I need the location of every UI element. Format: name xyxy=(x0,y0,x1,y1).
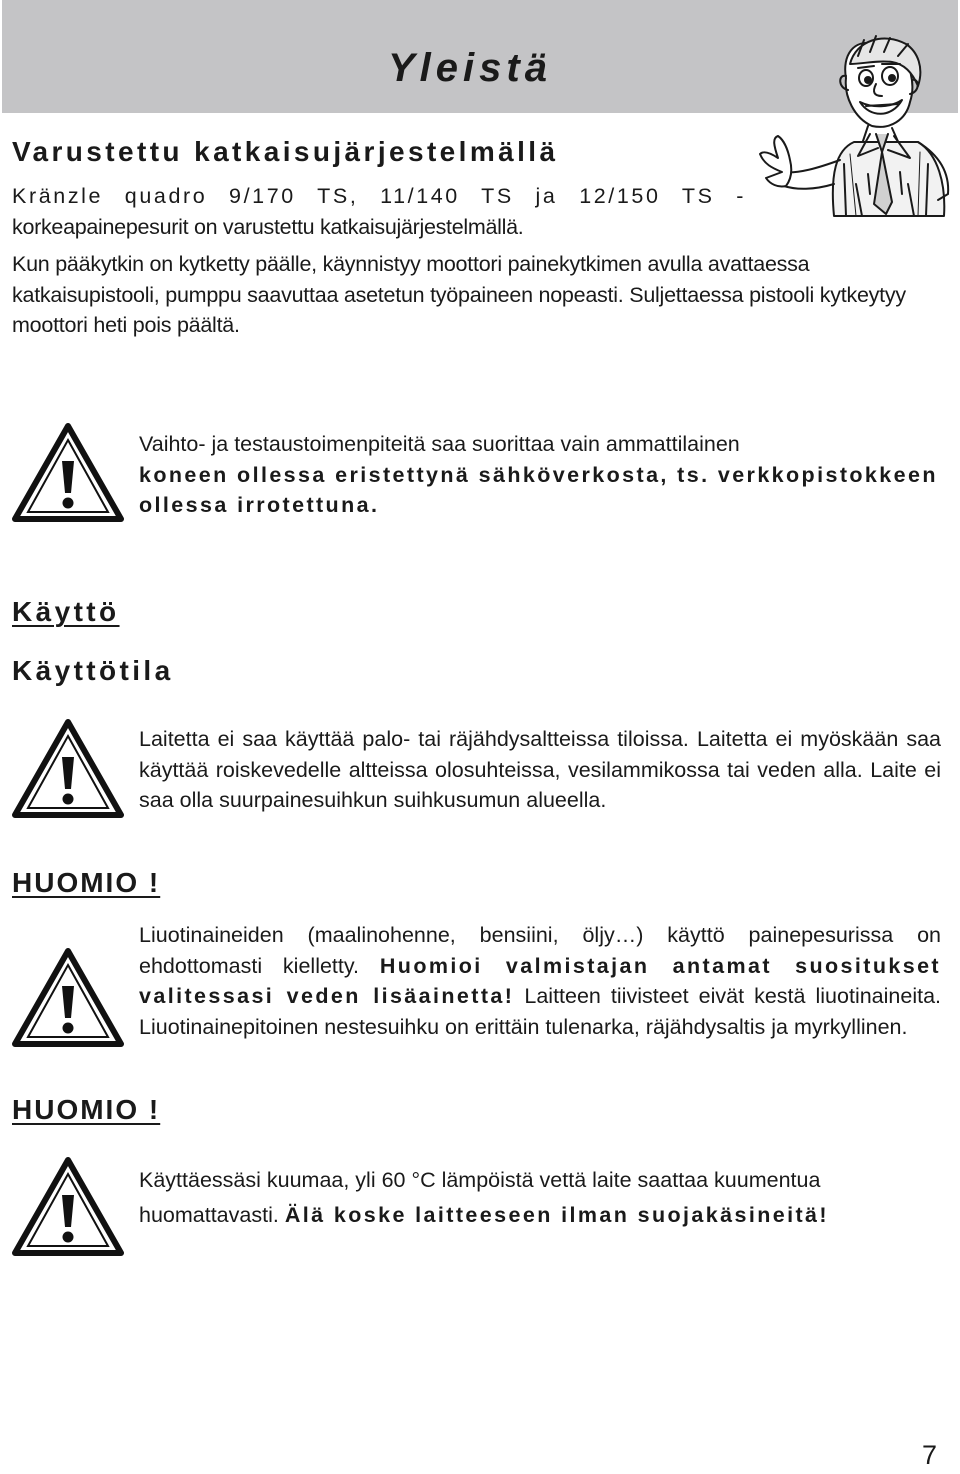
warning-maintenance-text xyxy=(139,429,949,521)
note1-text-a: Liuotinaineiden (maalinohenne, bensiini, öljy…) käyttö painepesurissa on ehdottomasti kielletty. xyxy=(139,923,941,978)
intro-line-2: korkeapainepesurit on varustettu katkaisujärjestelmällä. xyxy=(12,215,524,239)
warning-triangle-icon xyxy=(12,423,124,523)
note1-text xyxy=(139,920,941,1042)
note2-line2-bold: Älä koske laitteeseen ilman suojakäsineitä! xyxy=(284,1203,829,1227)
section-heading-katkaisu: Varustettu katkaisujärjestelmällä xyxy=(12,136,559,167)
note1-text-b: Laitteen tiivisteet eivät kestä liuotinaineita. Liuotinainepitoinen nestesuihku on erittäin tulenarka, räjähdysaltis ja myrkyllinen. xyxy=(139,984,942,1039)
usage-warning-text: Laitetta ei saa käyttää palo- tai räjähdysaltteissa tiloissa. Laitetta ei myöskään saa käyttää roiskevedelle altteissa olosuhteissa, vesilammikossa tai veden alla. Laite ei saa olla suurpainesuihkun suihkusumun alueella. xyxy=(139,727,941,812)
intro-line-1: Kränzle quadro 9/170 TS, 11/140 TS ja 12/150 TS - xyxy=(12,184,746,208)
note-heading-2: HUOMIO ! xyxy=(12,1094,161,1125)
note2-line1: Käyttäessäsi kuumaa, yli 60 °C lämpöistä vettä laite saattaa kuumentua xyxy=(139,1168,821,1192)
intro-body: Kun pääkytkin on kytketty päälle, käynnistyy moottori painekytkimen avulla avattaessa katkaisupistooli, pumppu saavuttaa asetetun työpaineen nopeasti. Suljettaessa pistooli kytkeytyy moottori heti pois päältä. xyxy=(12,252,906,337)
warning-triangle-icon xyxy=(12,719,124,819)
note2-line2-normal: huomattavasti. xyxy=(139,1203,279,1227)
page-number: 7 xyxy=(922,1440,938,1470)
warning-maintenance-bold: koneen ollessa eristettynä sähköverkosta, ts. verkkopistokkeen ollessa irrotettuna. xyxy=(139,462,938,517)
section-heading-kaytto: Käyttö xyxy=(12,596,120,627)
note-heading-1: HUOMIO ! xyxy=(12,867,161,898)
warning-triangle-icon xyxy=(12,948,124,1048)
warning-triangle-icon xyxy=(12,1157,124,1257)
page-title: Yleistä xyxy=(388,46,552,90)
note2-text xyxy=(139,1163,949,1233)
note1-bold: Huomioi valmistajan antamat suositukset valitessasi veden lisäainetta! xyxy=(139,953,941,1008)
section-heading-kayttotila: Käyttötila xyxy=(12,655,174,686)
warning-maintenance-line1: Vaihto- ja testaustoimenpiteitä saa suorittaa vain ammattilainen xyxy=(139,432,740,456)
mascot-illustration xyxy=(758,34,954,220)
